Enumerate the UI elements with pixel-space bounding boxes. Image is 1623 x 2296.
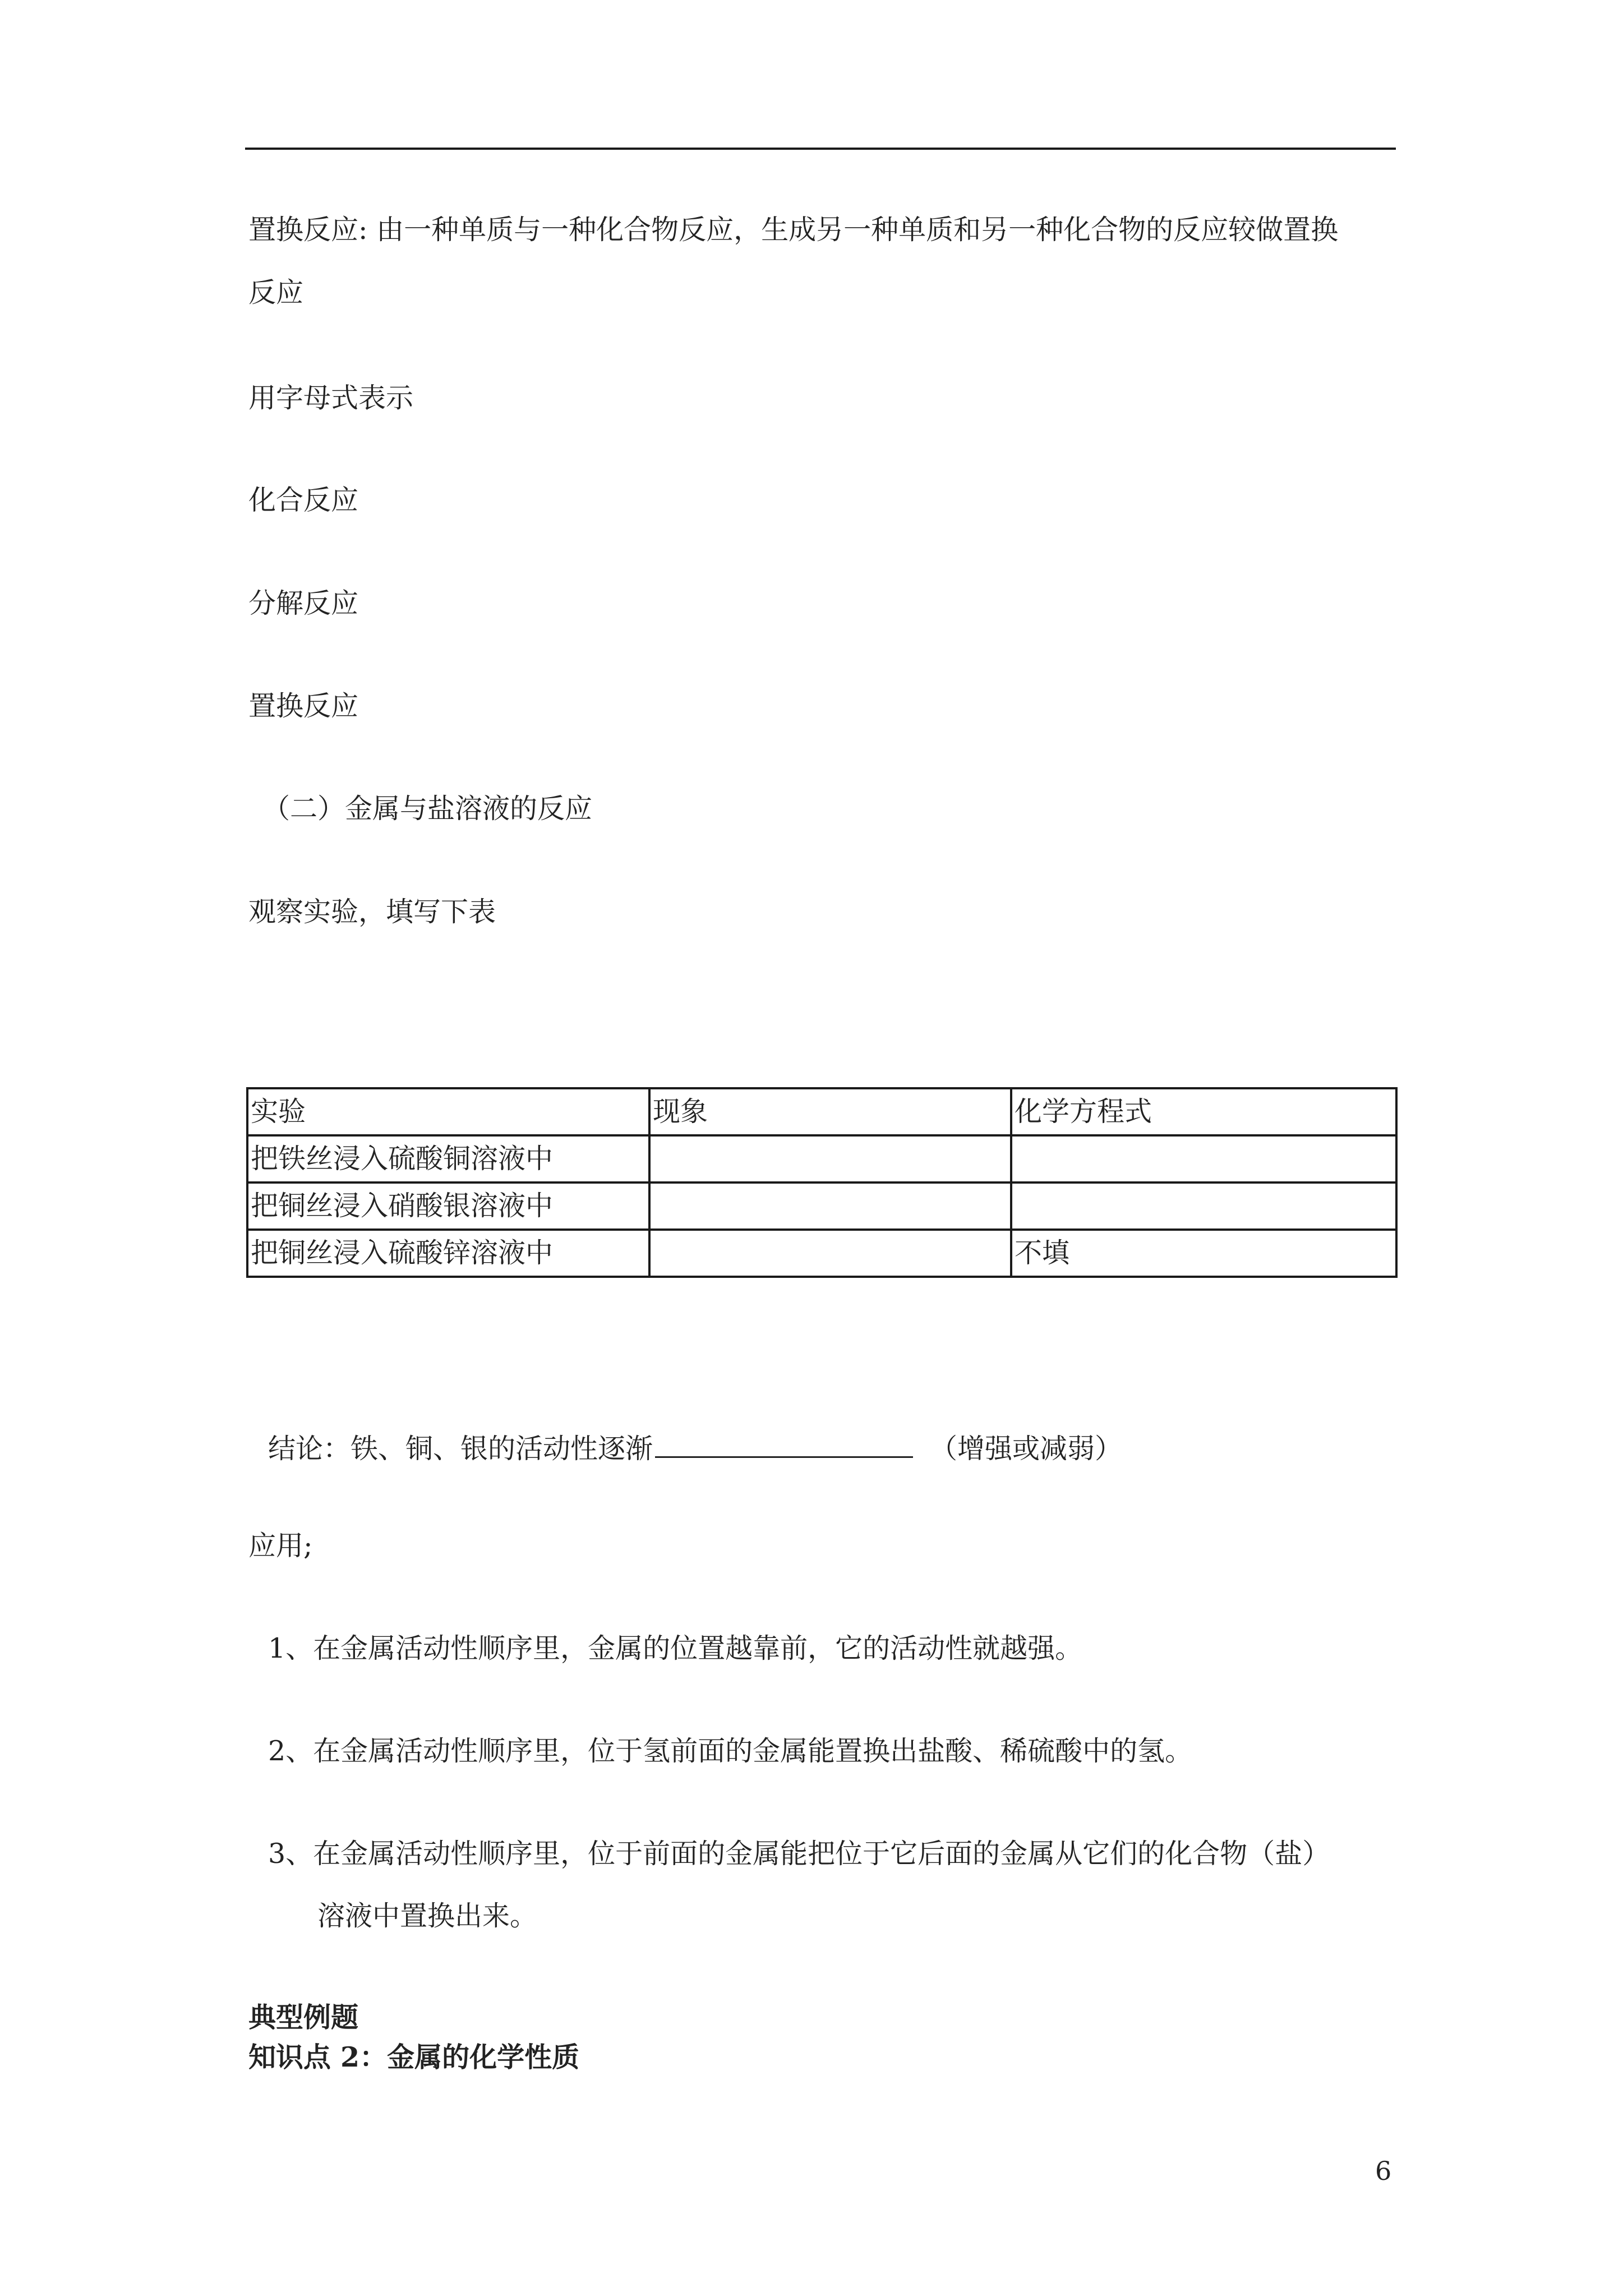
table-cell: 把铜丝浸入硫酸锌溶液中 bbox=[247, 1230, 649, 1277]
conclusion-hint: （增强或减弱） bbox=[930, 1433, 1123, 1465]
heading-typical-examples: 典型例题 bbox=[248, 2001, 359, 2033]
header-rule bbox=[245, 148, 1396, 150]
table-cell-blank bbox=[1011, 1182, 1396, 1230]
table-header-cell: 现象 bbox=[649, 1088, 1011, 1135]
page-number: 6 bbox=[1375, 2156, 1392, 2186]
application-item-1: 1、在金属活动性顺序里，金属的位置越靠前，它的活动性就越强。 bbox=[268, 1632, 1083, 1664]
section-heading-metal-salt: （二）金属与盐溶液的反应 bbox=[262, 793, 593, 825]
table-cell-blank bbox=[649, 1230, 1011, 1277]
paragraph-observe: 观察实验，填写下表 bbox=[248, 896, 496, 928]
paragraph-letter-formula: 用字母式表示 bbox=[248, 382, 414, 414]
table-cell: 把铜丝浸入硝酸银溶液中 bbox=[247, 1182, 649, 1230]
conclusion-answer-blank[interactable] bbox=[655, 1427, 913, 1458]
paragraph-definition-line1: 置换反应: 由一种单质与一种化合物反应，生成另一种单质和另一种化合物的反应较做置换 bbox=[248, 214, 1339, 246]
table-cell: 把铁丝浸入硫酸铜溶液中 bbox=[247, 1135, 649, 1182]
table-cell-blank bbox=[1011, 1135, 1396, 1182]
conclusion-line bbox=[268, 1427, 1122, 1466]
table-row bbox=[247, 1230, 1396, 1277]
table-cell-blank bbox=[649, 1182, 1011, 1230]
table-row bbox=[247, 1135, 1396, 1182]
paragraph-combination: 化合反应 bbox=[248, 484, 359, 516]
heading-knowledge-point: 知识点 2：金属的化学性质 bbox=[248, 2041, 580, 2073]
application-item-2: 2、在金属活动性顺序里，位于氢前面的金属能置换出盐酸、稀硫酸中的氢。 bbox=[268, 1735, 1193, 1767]
table-header-cell: 化学方程式 bbox=[1011, 1088, 1396, 1135]
experiment-table bbox=[246, 1087, 1398, 1278]
table-header-cell: 实验 bbox=[247, 1088, 649, 1135]
paragraph-decomposition: 分解反应 bbox=[248, 587, 359, 619]
table-row bbox=[247, 1182, 1396, 1230]
conclusion-text: 结论：铁、铜、银的活动性逐渐 bbox=[268, 1433, 653, 1465]
application-label: 应用; bbox=[248, 1530, 313, 1562]
application-item-3-line2: 溶液中置换出来。 bbox=[317, 1900, 538, 1932]
paragraph-definition-line2: 反应 bbox=[248, 277, 304, 309]
table-header-row bbox=[247, 1088, 1396, 1135]
table-cell: 不填 bbox=[1011, 1230, 1396, 1277]
paragraph-displacement: 置换反应 bbox=[248, 690, 359, 722]
table-cell-blank bbox=[649, 1135, 1011, 1182]
application-item-3-line1: 3、在金属活动性顺序里，位于前面的金属能把位于它后面的金属从它们的化合物（盐） bbox=[268, 1838, 1330, 1870]
